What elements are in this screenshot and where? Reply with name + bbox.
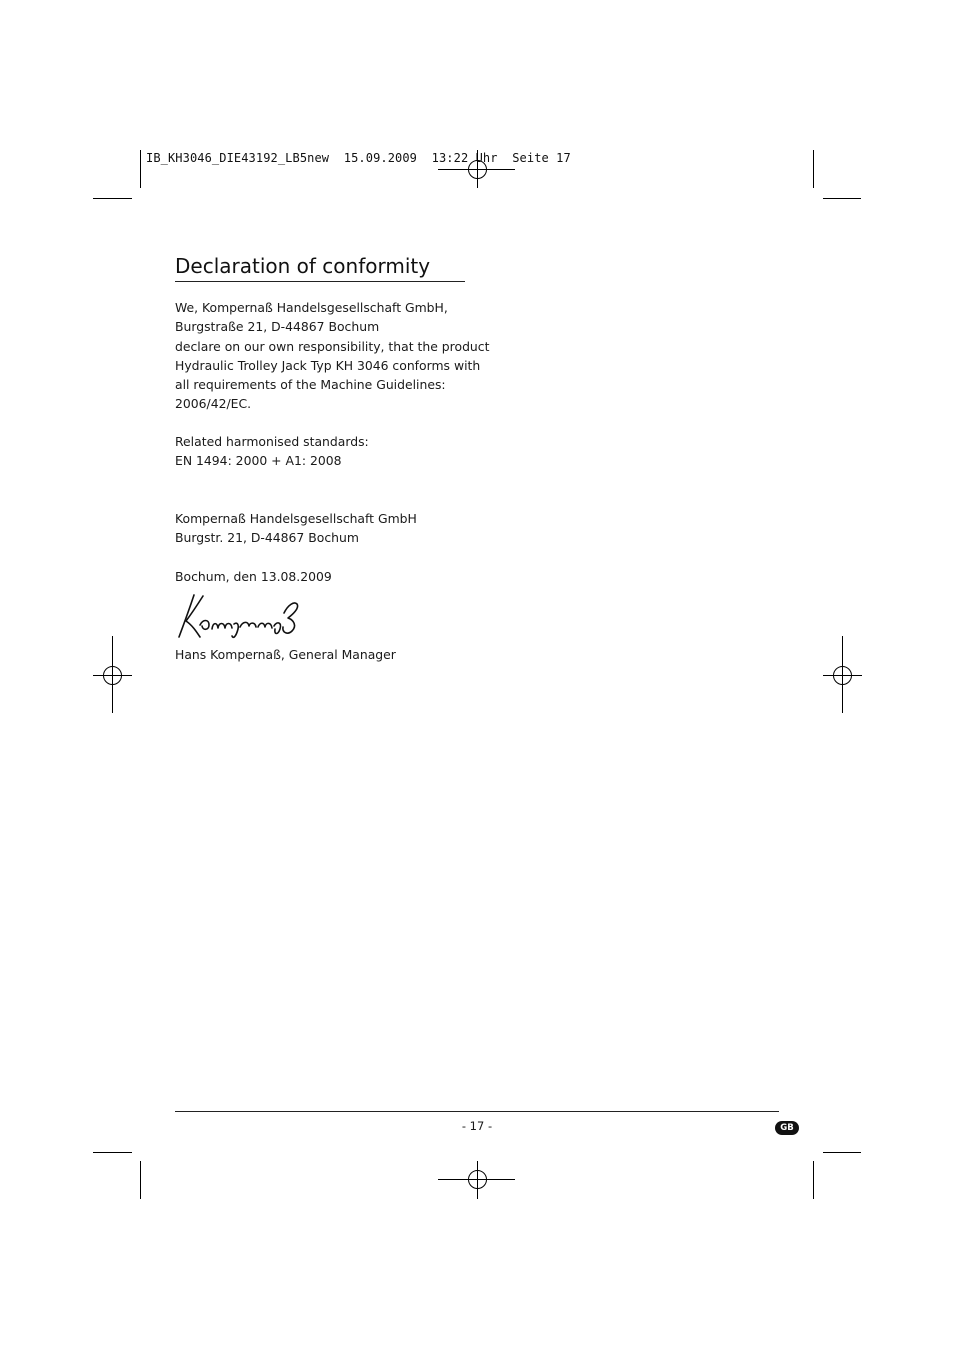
registration-mark-bottom-icon: [437, 1160, 517, 1200]
registration-mark-right-icon: [822, 635, 864, 715]
signature-image: [176, 591, 302, 641]
declaration-line: declare on our own responsibility, that the product: [175, 338, 490, 354]
declaration-line: all requirements of the Machine Guidelines:: [175, 377, 446, 393]
signatory-text: Hans Kompernaß, General Manager: [175, 647, 396, 662]
declaration-paragraph: [175, 298, 489, 414]
standards-paragraph: [175, 432, 369, 471]
print-slug: IB_KH3046_DIE43192_LB5new 15.09.2009 13:22 Uhr Seite 17: [146, 151, 571, 165]
page-number: - 17 -: [461, 1119, 493, 1133]
standards-line: EN 1494: 2000 + A1: 2008: [175, 453, 342, 469]
standards-line: Related harmonised standards:: [175, 434, 369, 449]
registration-mark-left-icon: [92, 635, 134, 715]
company-address: [175, 509, 417, 548]
place-date: [175, 567, 332, 586]
signatory: [175, 645, 396, 664]
declaration-line: Burgstraße 21, D-44867 Bochum: [175, 319, 380, 335]
declaration-line: 2006/42/EC.: [175, 396, 252, 412]
declaration-line: Hydraulic Trolley Jack Typ KH 3046 conforms with: [175, 357, 481, 373]
registration-mark-top-icon: [437, 150, 517, 190]
language-badge: GB: [775, 1121, 799, 1135]
title-underline: [175, 281, 465, 282]
page-title: Declaration of conformity: [175, 254, 431, 278]
company-line: Burgstr. 21, D-44867 Bochum: [175, 530, 359, 546]
declaration-line: We, Kompernaß Handelsgesellschaft GmbH,: [175, 300, 448, 315]
footer-rule: [175, 1111, 779, 1112]
place-date-text: Bochum, den 13.08.2009: [175, 569, 332, 584]
company-line: Kompernaß Handelsgesellschaft GmbH: [175, 511, 417, 526]
